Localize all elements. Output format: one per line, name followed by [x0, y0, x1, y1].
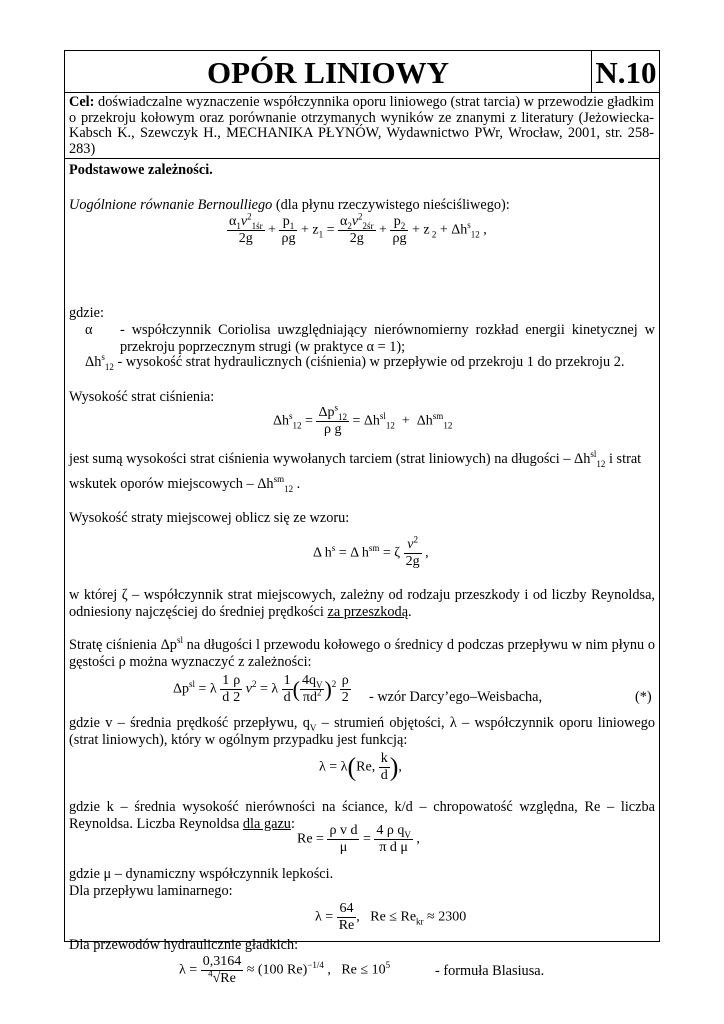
- darcy-label: - wzór Darcy’ego–Weisbacha,: [369, 689, 543, 705]
- title-row: [65, 51, 659, 93]
- sum-text-line1: jest sumą wysokości strat ciśnienia wywołanych tarciem (strat liniowych) na długości – $\Delta h^{sl}_{12}$ i strat: [69, 449, 642, 469]
- goal-section: [65, 92, 659, 159]
- loss-height-label: Wysokość strat ciśnienia:: [69, 389, 215, 405]
- local-loss-equation: Δ $h^s = \Delta$ $h^{sm} = \zeta$ $\frac{v^2}{2g}$ ,: [313, 534, 429, 569]
- where-label: gdzie:: [69, 305, 104, 321]
- page-title: OPÓR LINIOWY: [207, 55, 449, 90]
- lambda-function-equation: λ = λ(Re, $\frac{k}{d}$ ),: [319, 751, 402, 783]
- mu-text: gdzie μ – dynamiczny współczynnik lepkości.: [69, 866, 334, 882]
- blasius-equation: λ = $\frac{0,3164}{^4√Re}$ ≈ (100 Re)$^{-1/4}$ , $Re \le 10^5$: [179, 954, 391, 986]
- reynolds-equation: Re = $\frac{\text{ρ v d}}{\mu}$ = $\frac{4 \rho q_V}{\text{π d μ}}$ ,: [297, 823, 420, 855]
- sheet: [64, 50, 660, 986]
- darcy-mark: (*): [635, 689, 652, 705]
- exercise-code: N.10: [591, 51, 660, 92]
- alpha-description: - współczynnik Coriolisa uwzględniający nierównomierny rozkład energii kinetycznej w przekroju poprzecznym strugi (w praktyce α = 1);: [120, 322, 655, 355]
- local-loss-label: Wysokość straty miejscowej oblicz się ze wzoru:: [69, 510, 350, 526]
- laminar-label: Dla przepływu laminarnego:: [69, 883, 233, 899]
- dh-description: $\Delta h^s_{12}$ - wysokość strat hydraulicznych (ciśnienia) w przepływie od przekroju 1 do przekroju 2.: [85, 352, 625, 372]
- smooth-label: Dla przewodów hydraulicznie gładkich:: [69, 937, 299, 953]
- blasius-label: - formuła Blasiusa.: [435, 963, 545, 979]
- alpha-symbol: α: [85, 322, 93, 338]
- goal-paragraph: [65, 92, 659, 157]
- basics-heading: Podstawowe zależności.: [69, 162, 213, 178]
- sum-text-line2: wskutek oporów miejscowych – $\Delta h^{sm}_{12}$ .: [69, 474, 301, 494]
- goal-label: Cel:: [69, 94, 95, 110]
- laminar-equation: λ = $\frac{64}{Re}$ , $Re \le Re_{kr} \approx 2300$: [315, 901, 467, 933]
- roughness-paragraph: gdzie k – średnia wysokość nierówności na ściance, k/d – chropowatość względna, Re – liczba Reynoldsa. Liczba Reynoldsa dla gazu:: [69, 799, 655, 832]
- zeta-paragraph: w której ζ – współczynnik strat miejscowych, zależny od rodzaju przeszkody i od liczby Reynoldsa, odniesiony najczęściej do średniej prędkości za przeszkodą.: [69, 587, 655, 620]
- pressure-paragraph: Stratę ciśnienia $\Delta p^{sl}$ na długości l przewodu kołowego o średnicy d podczas przepływu w nim płynu o gęstości ρ można wyznaczyć z zależności:: [69, 635, 656, 670]
- bernoulli-intro: Uogólnione równanie Bernoulliego (dla płynu rzeczywistego nieściśliwego):: [69, 197, 510, 213]
- bernoulli-equation: $\frac{\alpha_1v^2_{1śr}}{2g}$ + $\frac{p_1}{\rho g}$ + $z_1$ = $\frac{\alpha_2v^2_{2śr}}{2g}$ + $\frac{p_2}{\rho g}$ + z $_2 + \Delta h^s_{12}$ ,: [229, 211, 487, 246]
- darcy-equation: $\Delta p^{sl} = \lambda$ $\frac{1}{d}$ $\frac{\rho}{2}$ $v^2 = \lambda$ $\frac{1}{d}$ ( $\frac{4q_V}{\pi d^2}$ )$^2$ $\frac{\rho}{2}$: [173, 673, 349, 705]
- loss-height-equation: $\Delta h^s_{12}$ = $\frac{\Delta p^s_{12}}{\text{ρ g}}$ = $\Delta h^{sl}_{12} + \Delta h^{sm}_{12}$: [273, 402, 453, 437]
- velocity-paragraph: gdzie v – średnia prędkość przepływu, $q_V$ – strumień objętości, λ – współczynnik oporu liniowego (strat liniowych), który w ogólnym przypadku jest funkcją:: [69, 715, 655, 748]
- goal-text: doświadczalne wyznaczenie współczynnika oporu liniowego (strat tarcia) w przewodzie gładkim o przekroju kołowym oraz porównanie otrzymanych wyników ze znanymi z literatury (Jeżowiecka-Kabsch K., Szewczyk H., MECHANIKA PŁYNÓW, Wydawnictwo PWr, Wrocław, 2001, str. 258-283): [69, 94, 654, 157]
